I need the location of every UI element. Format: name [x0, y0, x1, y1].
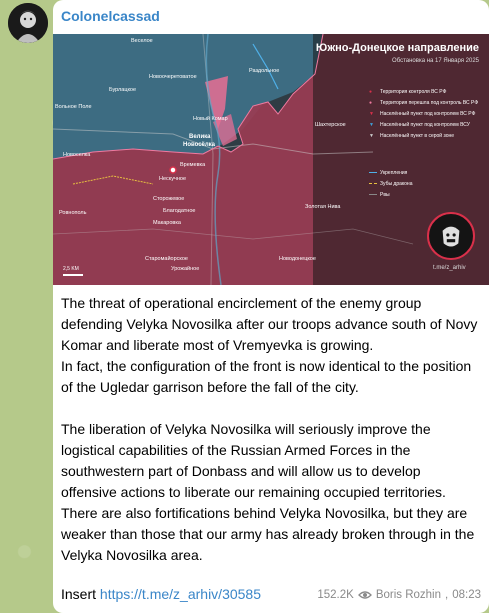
- map-place-label: Бурлацкое: [109, 87, 137, 93]
- insert-link[interactable]: https://t.me/z_arhiv/30585: [99, 586, 261, 602]
- post-line: offensive actions to liberate our remaining occupied territories.: [61, 484, 446, 500]
- post-line: The threat of operational encirclement of the enemy group: [61, 295, 422, 311]
- map-scale-label: 2,5 KM: [63, 266, 79, 272]
- post-line: of the Ugledar garrison before the fall of the city.: [61, 379, 359, 395]
- map-place-label: Новодонецкое: [279, 256, 316, 262]
- map-place-label: Времевка: [180, 162, 206, 168]
- legend-dot-icon: ●: [369, 99, 373, 106]
- map-place-label: Раздольное: [249, 68, 280, 74]
- legend-line-icon: [369, 194, 377, 195]
- avatar-icon: [8, 3, 48, 43]
- map-place-label: Старомайорское: [145, 256, 188, 262]
- map-place-label: Ровнополь: [59, 210, 87, 216]
- map-place-label: Благодатное: [163, 208, 196, 214]
- map-place-label: Шахтерское: [315, 122, 346, 128]
- legend-item: ● Территория перешла под контроль ВС РФ: [369, 99, 479, 106]
- map-image[interactable]: [53, 34, 489, 285]
- legend-arrow-icon: ▼: [369, 121, 374, 128]
- view-count: 152.2K: [317, 589, 354, 601]
- logo-icon: [429, 214, 473, 258]
- map-place-label: Золотая Нива: [305, 204, 341, 210]
- map-scale-bar: [63, 274, 83, 276]
- legend-arrow-icon: ▼: [369, 110, 374, 117]
- insert-label: Insert: [61, 586, 97, 602]
- post-line: weaker than those that our army has already broken through in the: [61, 526, 475, 542]
- legend-line-icon: [369, 172, 377, 173]
- channel-name[interactable]: Colonelcassad: [61, 8, 160, 24]
- legend-line-icon: [369, 183, 377, 184]
- legend-item: Зубы дракона: [369, 178, 487, 189]
- post-line: In fact, the configuration of the front is now identical to the position: [61, 358, 472, 374]
- post-line: There are also fortifications behind Velyka Novosilka, but they are: [61, 505, 468, 521]
- map-place-label: Новоочеретоватое: [149, 74, 197, 80]
- post-line: defending Velyka Novosilka after our troops advance south of Novy: [61, 316, 478, 332]
- map-place-label: Новый Комар: [193, 116, 228, 122]
- post-author: Boris Rozhin: [375, 589, 442, 601]
- message-bubble: [53, 0, 489, 613]
- legend-item: Рвы: [369, 189, 487, 200]
- map-place-label: Макаровка: [153, 220, 181, 226]
- post-line: Velyka Novosilka area.: [61, 547, 203, 563]
- legend-arrow-icon: ▼: [369, 132, 374, 139]
- post-text: [61, 293, 481, 566]
- map-place-label: Велика: [189, 134, 211, 140]
- legend-dot-icon: ●: [369, 88, 373, 95]
- legend-item: ▼ Населённый пункт в серой зоне: [369, 132, 455, 139]
- map-place-label: Урожайное: [171, 266, 200, 272]
- map-place-label: Сторожевое: [153, 196, 185, 202]
- post-line: The liberation of Velyka Novosilka will seriously improve the: [61, 421, 431, 437]
- map-place-label: Новосёлка: [183, 142, 216, 148]
- post-footer: [61, 586, 481, 608]
- legend-item: ▼ Населённый пункт под контролем ВС РФ: [369, 110, 476, 117]
- legend-item: ● Территория контроля ВС РФ: [369, 88, 447, 95]
- map-legend: [369, 86, 487, 200]
- post-meta: 152.2K Boris Rozhin , 08:23: [317, 589, 481, 601]
- logo-handle: t.me/z_arhiv: [433, 265, 466, 271]
- eye-icon: [358, 590, 372, 600]
- map-place-label: Новоселка: [63, 152, 91, 158]
- z-committee-logo: [427, 212, 475, 260]
- channel-avatar[interactable]: [8, 3, 48, 43]
- map-title: Южно-Донецкое направление: [315, 42, 479, 54]
- post-line: logistical capabilities of the Russian Armed Forces in the: [61, 442, 411, 458]
- map-place-label: Веселое: [131, 38, 153, 44]
- map-subtitle: Обстановка на 17 Января 2025: [392, 58, 479, 64]
- map-place-label: Вольное Поле: [55, 104, 92, 110]
- legend-item: Укрепления: [369, 167, 487, 178]
- post-line: Komar and liberate most of Vremyevka is growing.: [61, 337, 374, 353]
- post-time: 08:23: [452, 589, 481, 601]
- legend-item: ▼ Населённый пункт под контролем ВСУ: [369, 121, 470, 128]
- post-line: southwestern part of Donbass and will allow us to develop: [61, 463, 421, 479]
- map-place-label: Нескучное: [159, 176, 187, 182]
